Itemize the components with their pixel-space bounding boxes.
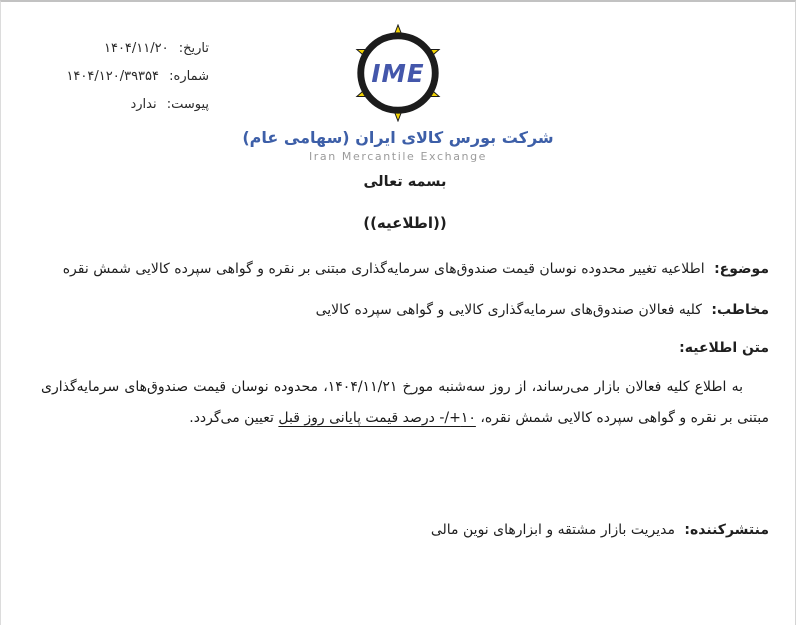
letterhead-logo-block (1, 24, 795, 163)
date-label: تاریخ: (178, 41, 209, 56)
company-name-fa: شرکت بورس کالای ایران (سهامی عام) (242, 128, 554, 147)
body-label: متن اطلاعیه: (679, 340, 769, 356)
body-text-before: به اطلاع کلیه فعالان بازار می‌رساند، از روز سه‌شنبه مورخ ۱۴۰۴/۱۱/۲۱، محدوده نوسان قیمت صندوق‌های سرمایه‌گذاری مبتنی بر نقره و گواهی سپرده کالایی شمش نقره، (41, 379, 769, 426)
audience-label: مخاطب: (711, 302, 769, 318)
date-value: ۱۴۰۴/۱۱/۲۰ (103, 41, 169, 56)
body-paragraph (41, 372, 769, 434)
publisher-label: منتشرکننده: (684, 522, 769, 538)
subject-label: موضوع: (714, 261, 769, 277)
subject-line (41, 258, 769, 280)
number-label: شماره: (169, 69, 209, 84)
attachment-label: پیوست: (166, 97, 209, 112)
price-limit-underlined: ۱۰+/- درصد قیمت پایانی روز قبل (278, 410, 476, 426)
company-name-en: Iran Mercantile Exchange (308, 150, 488, 163)
number-value: ۱۴۰۴/۱۲۰/۳۹۳۵۴ (66, 69, 160, 84)
ime-monogram: IME (371, 58, 425, 88)
attachment-value: ندارد (130, 97, 157, 112)
basmala: بسمه تعالی (363, 174, 447, 190)
body-text-after: تعیین می‌گردد. (189, 410, 279, 426)
audience-line (41, 299, 769, 321)
ime-logo-icon (349, 24, 447, 122)
publisher-text: مدیریت بازار مشتقه و ابزارهای نوین مالی (430, 522, 675, 538)
subject-text: اطلاعیه تغییر محدوده نوسان قیمت صندوق‌های سرمایه‌گذاری مبتنی بر نقره و گواهی سپرده کالایی شمش نقره (62, 261, 705, 277)
audience-text: کلیه فعالان صندوق‌های سرمایه‌گذاری کالایی و گواهی سپرده کالایی (315, 302, 702, 318)
publisher-line (41, 522, 769, 538)
notice-heading: ((اطلاعیه)) (363, 214, 447, 232)
letter-content (41, 174, 769, 434)
